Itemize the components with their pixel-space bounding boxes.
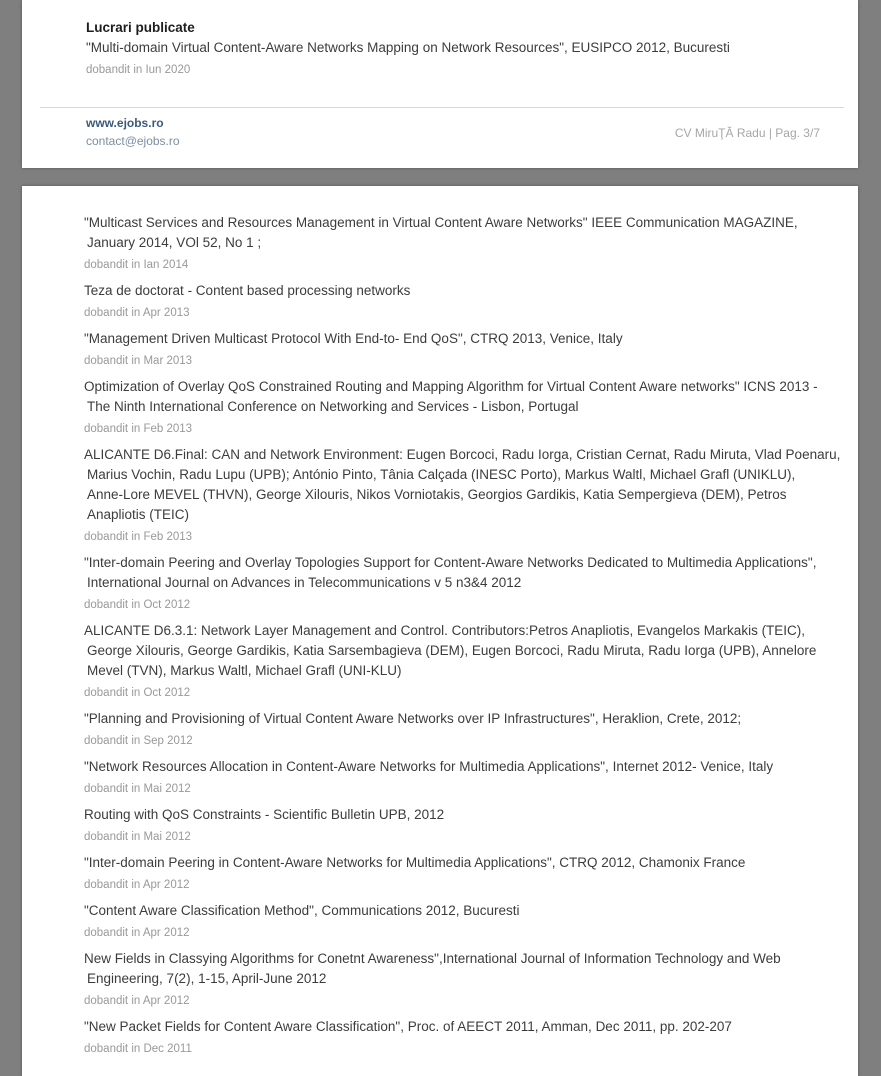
publication-entry bbox=[86, 38, 820, 78]
footer-divider bbox=[40, 107, 844, 108]
publication-title bbox=[86, 38, 820, 58]
publication-date: dobandit in Mar 2013 bbox=[84, 355, 193, 367]
page-footer bbox=[86, 116, 820, 149]
publication-title-line: "Planning and Provisioning of Virtual Content Aware Networks over IP Infrastructures", Heraklion, Crete, 2012; bbox=[84, 711, 742, 726]
publication-entry bbox=[84, 853, 808, 893]
publication-title bbox=[84, 329, 808, 349]
publication-entry bbox=[84, 757, 808, 797]
publication-title bbox=[84, 213, 808, 253]
publication-title-line: "Inter-domain Peering and Overlay Topologies Support for Content-Aware Networks Dedicated to Multimedia Applications", bbox=[84, 555, 817, 570]
publication-title bbox=[84, 553, 817, 593]
publication-entry bbox=[84, 281, 808, 321]
publication-title bbox=[84, 949, 808, 989]
publication-title bbox=[84, 901, 808, 921]
publication-title-line: "Content Aware Classification Method", Communications 2012, Bucuresti bbox=[84, 903, 520, 918]
publication-date: dobandit in Apr 2012 bbox=[84, 879, 190, 891]
publication-title bbox=[84, 281, 808, 301]
publication-date: dobandit in Oct 2012 bbox=[84, 687, 191, 699]
publication-title-line: Optimization of Overlay QoS Constrained Routing and Mapping Algorithm for Virtual Content Aware networks" ICNS 2013 - bbox=[84, 379, 818, 394]
page-indicator: CV MiruŢĂ Radu | Pag. 3/7 bbox=[674, 125, 820, 140]
publication-entry bbox=[84, 377, 818, 437]
publication-title-line: Marius Vochin, Radu Lupu (UPB); António Pinto, Tânia Calçada (INESC Porto), Markus Waltl, Michael Grafl (UNIKLU), bbox=[87, 467, 796, 482]
publication-title-line: George Xilouris, George Gardikis, Katia Sarsembagieva (DEM), Eugen Borcoci, Radu Miruta, Radu Iorga (UPB), Annelore bbox=[87, 643, 817, 658]
email-link[interactable]: contact@ejobs.ro bbox=[86, 134, 180, 148]
publication-title-line: "Multicast Services and Resources Management in Virtual Content Aware Networks" IEEE Communication MAGAZINE, bbox=[84, 215, 798, 230]
publication-title-line: "Network Resources Allocation in Content-Aware Networks for Multimedia Applications", Internet 2012- Venice, Italy bbox=[84, 759, 774, 774]
publication-title-line: The Ninth International Conference on Networking and Services - Lisbon, Portugal bbox=[87, 399, 579, 414]
publication-date: dobandit in Apr 2012 bbox=[84, 995, 190, 1007]
publication-title bbox=[84, 853, 808, 873]
publication-date: dobandit in Oct 2012 bbox=[84, 599, 191, 611]
publication-date: dobandit in Apr 2012 bbox=[84, 927, 190, 939]
cv-page-4 bbox=[22, 186, 858, 1076]
publication-title bbox=[84, 1017, 808, 1037]
publication-title-line: Teza de doctorat - Content based processing networks bbox=[84, 283, 411, 298]
cv-page-3 bbox=[22, 0, 858, 168]
publication-title-line: New Fields in Classying Algorithms for Conetnt Awareness",International Journal of Information Technology and Web bbox=[84, 951, 781, 966]
publication-date: dobandit in Mai 2012 bbox=[84, 783, 191, 795]
website-link[interactable]: www.ejobs.ro bbox=[86, 116, 164, 130]
publication-title-line: ALICANTE D6.Final: CAN and Network Environment: Eugen Borcoci, Radu Iorga, Cristian Cernat, Radu Miruta, Vlad Poenaru, bbox=[84, 447, 841, 462]
publication-date: dobandit in Mai 2012 bbox=[84, 831, 191, 843]
publication-title bbox=[84, 757, 808, 777]
publication-title bbox=[84, 621, 817, 681]
publication-entry bbox=[84, 445, 841, 545]
publication-title-line: International Journal on Advances in Telecommunications v 5 n3&4 2012 bbox=[87, 575, 522, 590]
publication-title-line: "Management Driven Multicast Protocol With End-to- End QoS", CTRQ 2013, Venice, Italy bbox=[84, 331, 623, 346]
publication-date: dobandit in Dec 2011 bbox=[84, 1043, 192, 1055]
page-3-content bbox=[22, 0, 858, 78]
publication-entry bbox=[84, 709, 808, 749]
publication-title-line: Routing with QoS Constraints - Scientific Bulletin UPB, 2012 bbox=[84, 807, 445, 822]
publication-title-line: Mevel (TVN), Markus Waltl, Michael Grafl (UNI-KLU) bbox=[87, 663, 402, 678]
publication-entry bbox=[84, 901, 808, 941]
footer-contact-block bbox=[86, 116, 180, 149]
publication-entry bbox=[84, 805, 808, 845]
publication-title-line: "New Packet Fields for Content Aware Classification", Proc. of AEECT 2011, Amman, Dec 2011, pp. 202-207 bbox=[84, 1019, 732, 1034]
publication-entry bbox=[84, 213, 808, 273]
publication-date: dobandit in Feb 2013 bbox=[84, 423, 193, 435]
publication-date: dobandit in Apr 2013 bbox=[84, 307, 190, 319]
publication-entry bbox=[84, 1017, 808, 1057]
publication-title-line: "Multi-domain Virtual Content-Aware Networks Mapping on Network Resources", EUSIPCO 2012, Bucuresti bbox=[86, 40, 730, 55]
publication-title bbox=[84, 445, 841, 525]
publication-entry bbox=[84, 949, 808, 1009]
publication-date: dobandit in Feb 2013 bbox=[84, 531, 193, 543]
publication-title-line: January 2014, VOl 52, No 1 ; bbox=[87, 235, 262, 250]
publication-date: dobandit in Sep 2012 bbox=[84, 735, 193, 747]
publication-title bbox=[84, 377, 818, 417]
publication-title-line: ALICANTE D6.3.1: Network Layer Management and Control. Contributors:Petros Anapliotis, Evangelos Markakis (TEIC), bbox=[84, 623, 806, 638]
publications-list bbox=[22, 186, 858, 1057]
publication-entry bbox=[84, 621, 817, 701]
publication-title bbox=[84, 805, 808, 825]
publication-entry bbox=[84, 329, 808, 369]
publication-title-line: "Inter-domain Peering in Content-Aware Networks for Multimedia Applications", CTRQ 2012, Chamonix France bbox=[84, 855, 746, 870]
publication-title-line: Engineering, 7(2), 1-15, April-June 2012 bbox=[87, 971, 327, 986]
publication-date: dobandit in Ian 2014 bbox=[84, 259, 189, 271]
publication-title bbox=[84, 709, 808, 729]
section-heading-lucrari-publicate: Lucrari publicate bbox=[86, 20, 195, 35]
publication-entry bbox=[84, 553, 817, 613]
publication-date: dobandit in Iun 2020 bbox=[86, 64, 191, 76]
publication-title-line: Anapliotis (TEIC) bbox=[87, 507, 190, 522]
publication-title-line: Anne-Lore MEVEL (THVN), George Xilouris, Nikos Vorniotakis, Georgios Gardikis, Katia Sempergieva (DEM), Petros bbox=[87, 487, 787, 502]
